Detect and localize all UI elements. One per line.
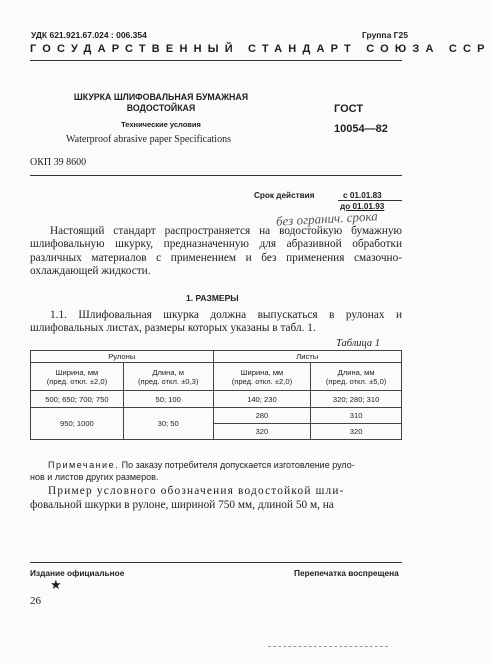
section-heading: 1. РАЗМЕРЫ — [186, 293, 239, 303]
header-roll-width: Ширина, мм (пред. откл. ±2,0) — [31, 363, 124, 391]
example-line1: Пример условного обозначения водостойкой шли- — [48, 485, 345, 497]
table-group-sheets: Листы — [213, 351, 401, 363]
validity-from: с 01.01.83 — [343, 191, 382, 200]
reprint-notice: Перепечатка воспрещена — [294, 568, 399, 578]
validity-label: Срок действия — [254, 191, 315, 200]
table-cell: 320 — [213, 424, 311, 440]
header-sheet-length: Длина, мм (пред. откл. ±5,0) — [311, 363, 402, 391]
table-row — [31, 408, 402, 424]
validity-to: до 01.01.93 — [340, 202, 385, 211]
dimensions-table — [30, 350, 402, 440]
gost-number: 10054—82 — [334, 123, 388, 135]
header-sheet-width: Ширина, мм (пред. откл. ±2,0) — [213, 363, 311, 391]
handwritten-annotation: без огранич. срока — [275, 208, 379, 229]
intro-paragraph: Настоящий стандарт распространяется на водостойкую бумажную шлифовальную шкурку, предназначенную для абразивной обработки различных материалов с применением и без применения смазочно-охлаждающей жидкости. — [30, 225, 402, 277]
group-code: Группа Г25 — [362, 30, 408, 40]
header-roll-length: Длина, м (пред. откл. ±0,3) — [123, 363, 213, 391]
table-cell: 30; 50 — [123, 408, 213, 440]
table-cell: 50; 100 — [123, 391, 213, 408]
table-cell: 140; 230 — [213, 391, 311, 408]
official-edition: Издание официальное — [30, 568, 125, 578]
table-cell: 310 — [311, 408, 402, 424]
title-ru-line2: ВОДОСТОЙКАЯ — [126, 103, 196, 113]
footer-rule — [30, 562, 402, 563]
title-rule — [30, 175, 402, 176]
table-group-rolls: Рулоны — [31, 351, 214, 363]
page-number: 26 — [30, 595, 41, 607]
gost-label: ГОСТ — [334, 103, 364, 115]
note-line1: Примечание. По заказу потребителя допускается изготовление руло- — [48, 460, 355, 470]
star-icon: ★ — [50, 577, 62, 592]
table-cell: 950; 1000 — [31, 408, 124, 440]
title-en: Waterproof abrasive paper Specifications — [66, 134, 231, 145]
title-ru-line1: ШКУРКА ШЛИФОВАЛЬНАЯ БУМАЖНАЯ — [73, 92, 249, 102]
scan-artifact-line — [268, 646, 388, 648]
note-label: Примечание. — [48, 460, 120, 470]
table-row — [31, 391, 402, 408]
table-cell: 320 — [311, 424, 402, 440]
table-cell: 280 — [213, 408, 311, 424]
state-standard-banner: ГОСУДАРСТВЕННЫЙ СТАНДАРТ СОЮЗА ССР — [30, 43, 491, 55]
udk-code: УДК 621.921.67.024 : 006.354 — [31, 30, 147, 40]
header-rule — [30, 60, 402, 61]
title-subtitle: Технические условия — [121, 120, 201, 129]
table-caption: Таблица 1 — [336, 338, 381, 349]
okp-code: ОКП 39 8600 — [30, 157, 87, 168]
table-cell: 320; 280; 310 — [311, 391, 402, 408]
example-line2: фовальной шкурки в рулоне, шириной 750 мм, длиной 50 м, на — [30, 499, 334, 511]
table-cell: 500; 650; 700; 750 — [31, 391, 124, 408]
validity-rule — [338, 200, 402, 201]
note-line2: нов и листов других размеров. — [30, 472, 159, 482]
section-paragraph: 1.1. Шлифовальная шкурка должна выпускаться в рулонах и шлифовальных листах, размеры которых указаны в табл. 1. — [30, 309, 402, 335]
